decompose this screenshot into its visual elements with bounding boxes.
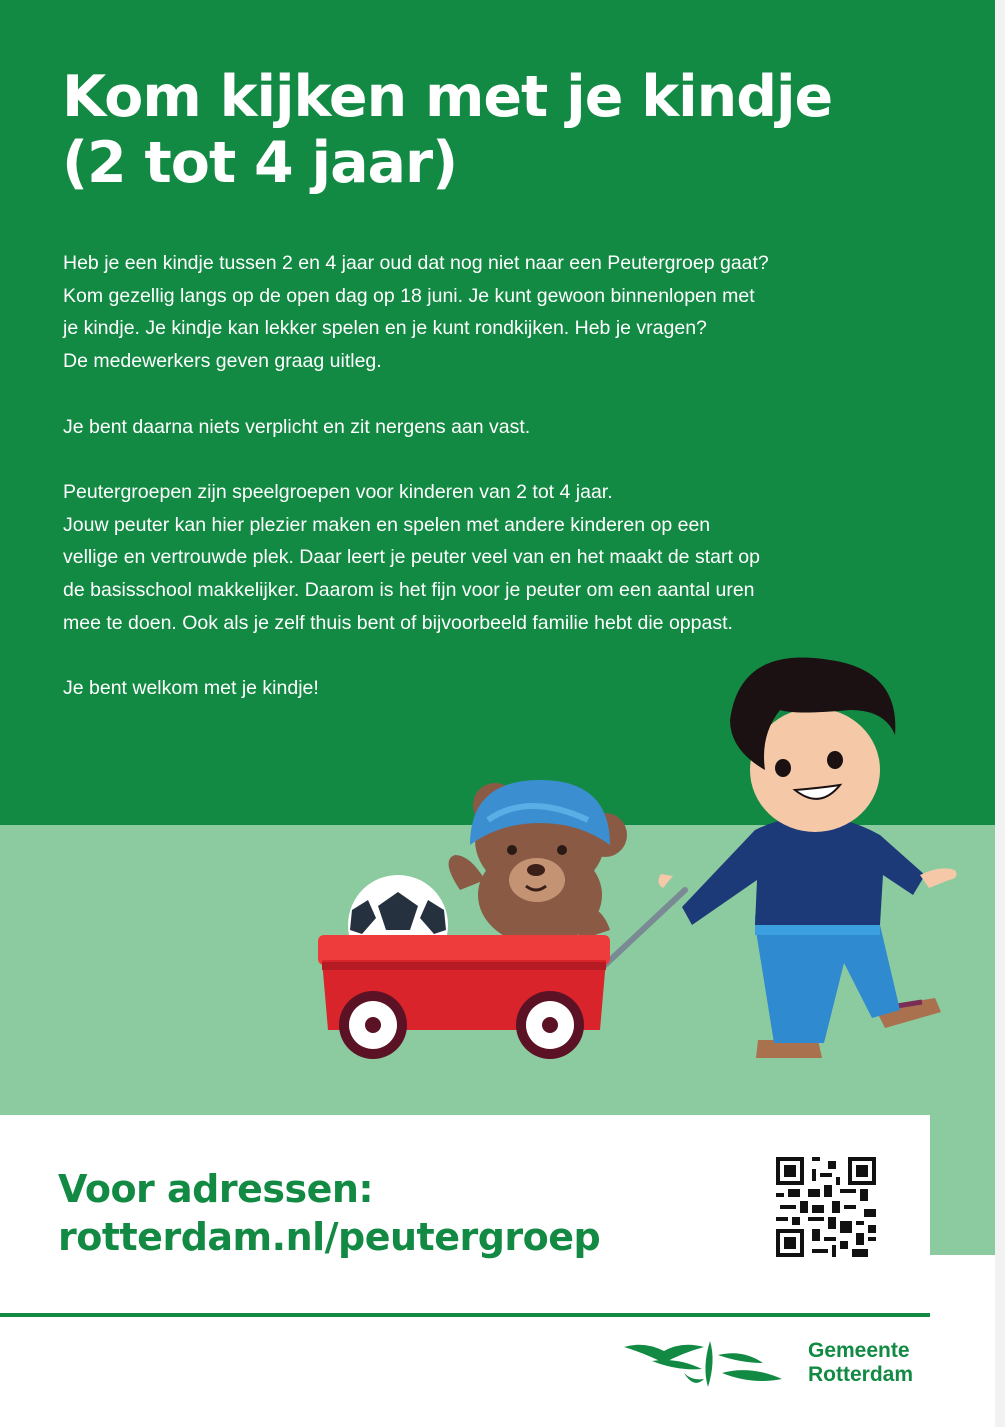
wagon-wheel bbox=[516, 991, 584, 1059]
qr-code-icon[interactable] bbox=[776, 1157, 876, 1257]
text-line: Jouw peuter kan hier plezier maken en spelen met andere kinderen op een bbox=[63, 513, 711, 536]
teddy-bear-icon bbox=[449, 780, 627, 945]
footer-divider bbox=[0, 1313, 930, 1317]
text-line: je kindje. Je kindje kan lekker spelen en je kunt rondkijken. Heb je vragen? bbox=[63, 317, 707, 340]
address-url[interactable]: rotterdam.nl/peutergroep bbox=[58, 1215, 601, 1259]
wagon-wheel bbox=[339, 991, 407, 1059]
logo-wordmark bbox=[808, 1339, 913, 1387]
text-line: Peutergroepen zijn speelgroepen voor kinderen van 2 tot 4 jaar. bbox=[63, 480, 613, 503]
wagon-handle bbox=[605, 890, 685, 965]
page-edge bbox=[995, 0, 1005, 1427]
logo-line-2: Rotterdam bbox=[808, 1363, 914, 1386]
red-wagon bbox=[318, 935, 610, 1059]
paragraph-intro bbox=[63, 247, 933, 378]
text-line: De medewerkers geven graag uitleg. bbox=[63, 350, 382, 373]
text-line: Kom gezellig langs op de open dag op 18 juni. Je kunt gewoon binnenlopen met bbox=[63, 284, 755, 307]
text-line: vellige en vertrouwde plek. Daar leert je peuter veel van en het maakt de start op bbox=[63, 546, 760, 569]
address-block bbox=[58, 1165, 600, 1261]
rotterdam-logo-icon bbox=[622, 1333, 792, 1395]
text-line: Je bent daarna niets verplicht en zit nergens aan vast. bbox=[63, 415, 531, 438]
text-line: Je bent welkom met je kindje! bbox=[63, 677, 319, 700]
address-label: Voor adressen: bbox=[58, 1167, 374, 1211]
paragraph-peutergroepen bbox=[63, 476, 933, 640]
text-line: mee te doen. Ook als je zelf thuis bent of bijvoorbeeld familie hebt die oppast. bbox=[63, 611, 733, 634]
paragraph-no-obligation bbox=[63, 411, 933, 444]
page-title bbox=[62, 64, 942, 196]
title-line-1: Kom kijken met je kindje bbox=[62, 64, 833, 130]
toddler bbox=[658, 658, 956, 1059]
text-line: Heb je een kindje tussen 2 en 4 jaar oud dat nog niet naar een Peutergroep gaat? bbox=[63, 252, 769, 274]
light-green-side-strip bbox=[930, 1110, 995, 1255]
title-line-2: (2 tot 4 jaar) bbox=[62, 130, 458, 196]
text-line: de basisschool makkelijker. Daarom is het fijn voor je peuter om een aantal uren bbox=[63, 579, 755, 601]
child-pulling-wagon-illustration bbox=[300, 640, 980, 1070]
logo-line-1: Gemeente bbox=[808, 1339, 910, 1362]
